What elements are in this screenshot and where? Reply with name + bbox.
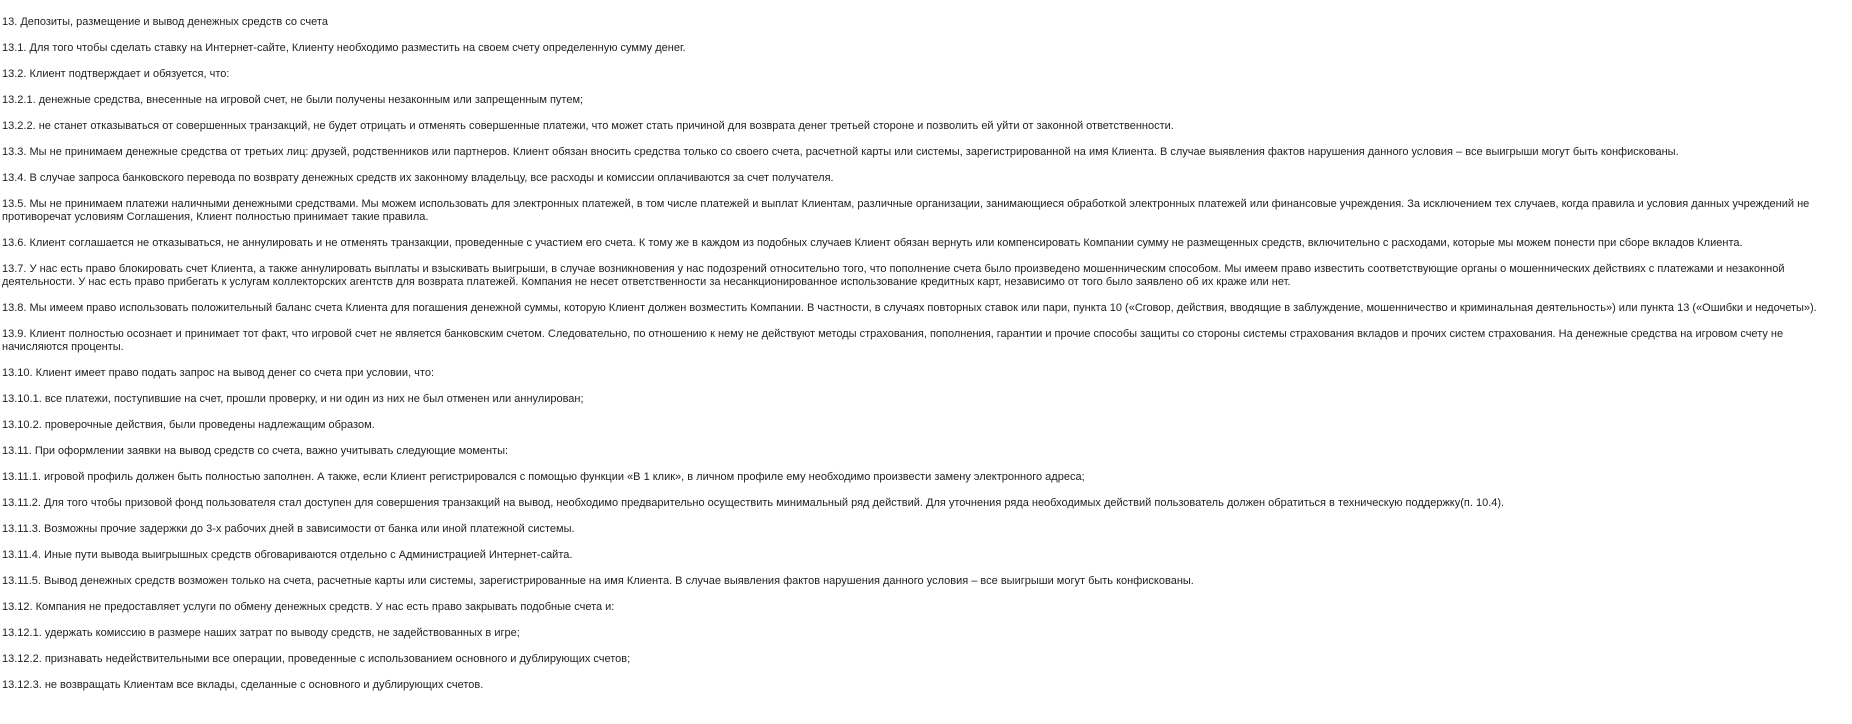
clause-13-11-1: 13.11.1. игровой профиль должен быть полностью заполнен. А также, если Клиент регистрировался с помощью функции «В 1 клик», в личном профиле ему необходимо произвести замену электронного адреса;: [2, 471, 1085, 483]
clause-13-7: 13.7. У нас есть право блокировать счет Клиента, а также аннулировать выплаты и взыскивать выигрыши, в случае возникновения у нас подозрений относительно того, что пополнение счета было произведено мошенническим способом. Мы имеем право известить соответствующие органы о мошеннических действиях с платежами и незаконной деятельности. У нас есть право прибегать к услугам коллекторских агентств для возврата платежей. Компания не несет ответственности за несанкционированное использование кредитных карт, независимо от того было заявлено об их краже или нет.: [2, 263, 1785, 288]
clause-13-12-2: 13.12.2. признавать недействительными все операции, проведенные с использованием основного и дублирующих счетов;: [2, 653, 631, 665]
clause-13-8: 13.8. Мы имеем право использовать положительный баланс счета Клиента для погашения денежной суммы, которую Клиент должен возместить Компании. В частности, в случаях повторных ставок или пари, пункта 10 («Сговор, действия, вводящие в заблуждение, мошенничество и криминальная деятельность») или пункта 13 («Ошибки и недочеты»).: [2, 302, 1817, 314]
clause-13-9: 13.9. Клиент полностью осознает и принимает тот факт, что игровой счет не является банковским счетом. Следовательно, по отношению к нему не действуют методы страхования, пополнения, гарантии и прочие способы защиты со стороны системы страхования вкладов и прочих систем страхования. На денежные средства на игровом счету не начисляются проценты.: [2, 328, 1784, 353]
clause-13-1: 13.1. Для того чтобы сделать ставку на Интернет-сайте, Клиенту необходимо разместить на своем счету определенную сумму денег.: [2, 42, 686, 54]
clause-13-3: 13.3. Мы не принимаем денежные средства от третьих лиц: друзей, родственников или партнеров. Клиент обязан вносить средства только со своего счета, расчетной карты или системы, зарегистрированной на имя Клиента. В случае выявления фактов нарушения данного условия – все выигрыши могут быть конфискованы.: [2, 146, 1679, 158]
clause-13-11-3: 13.11.3. Возможны прочие задержки до 3-х рабочих дней в зависимости от банка или иной платежной системы.: [2, 523, 575, 535]
clause-13-5: 13.5. Мы не принимаем платежи наличными денежными средствами. Мы можем использовать для электронных платежей, в том числе платежей и выплат Клиентам, различные организации, занимающиеся обработкой электронных платежей или финансовые учреждения. За исключением тех случаев, когда правила и условия данных учреждений не противоречат условиям Соглашения, Клиент полностью принимает такие правила.: [2, 198, 1810, 223]
clause-13-10-1: 13.10.1. все платежи, поступившие на счет, прошли проверку, и ни один из них не был отменен или аннулирован;: [2, 393, 584, 405]
clause-13-12-1: 13.12.1. удержать комиссию в размере наших затрат по выводу средств, не задействованных в игре;: [2, 627, 520, 639]
clause-13-12: 13.12. Компания не предоставляет услуги по обмену денежных средств. У нас есть право закрывать подобные счета и:: [2, 601, 615, 613]
clause-13-11-5: 13.11.5. Вывод денежных средств возможен только на счета, расчетные карты или системы, зарегистрированные на имя Клиента. В случае выявления фактов нарушения данного условия – все выигрыши могут быть конфискованы.: [2, 575, 1194, 587]
clause-13-12-3: 13.12.3. не возвращать Клиентам все вклады, сделанные с основного и дублирующих счетов.: [2, 679, 484, 691]
section-heading: 13. Депозиты, размещение и вывод денежных средств со счета: [2, 16, 328, 28]
clause-13-11: 13.11. При оформлении заявки на вывод средств со счета, важно учитывать следующие моменты:: [2, 445, 509, 457]
clause-13-6: 13.6. Клиент соглашается не отказываться, не аннулировать и не отменять транзакции, проведенные с участием его счета. К тому же в каждом из подобных случаев Клиент обязан вернуть или компенсировать Компании сумму не размещенных средств, включительно с расходами, которые мы можем понести при сборе вкладов Клиента.: [2, 237, 1743, 249]
clause-13-2-2: 13.2.2. не станет отказываться от совершенных транзакций, не будет отрицать и отменять совершенные платежи, что может стать причиной для возврата денег третьей стороне и позволить ей уйти от законной ответственности.: [2, 120, 1174, 132]
clause-13-11-2: 13.11.2. Для того чтобы призовой фонд пользователя стал доступен для совершения транзакций на вывод, необходимо предварительно осуществить минимальный ряд действий. Для уточнения ряда необходимых действий пользователь должен обратиться в техническую поддержку(п. 10.4).: [2, 497, 1505, 509]
clause-13-10: 13.10. Клиент имеет право подать запрос на вывод денег со счета при условии, что:: [2, 367, 435, 379]
clause-13-10-2: 13.10.2. проверочные действия, были проведены надлежащим образом.: [2, 419, 375, 431]
clause-13-2: 13.2. Клиент подтверждает и обязуется, что:: [2, 68, 230, 80]
clause-13-4: 13.4. В случае запроса банковского перевода по возврату денежных средств их законному владельцу, все расходы и комиссии оплачиваются за счет получателя.: [2, 172, 834, 184]
clause-13-11-4: 13.11.4. Иные пути вывода выигрышных средств обговариваются отдельно с Администрацией Интернет-сайта.: [2, 549, 573, 561]
clause-13-2-1: 13.2.1. денежные средства, внесенные на игровой счет, не были получены незаконным или запрещенным путем;: [2, 94, 584, 106]
